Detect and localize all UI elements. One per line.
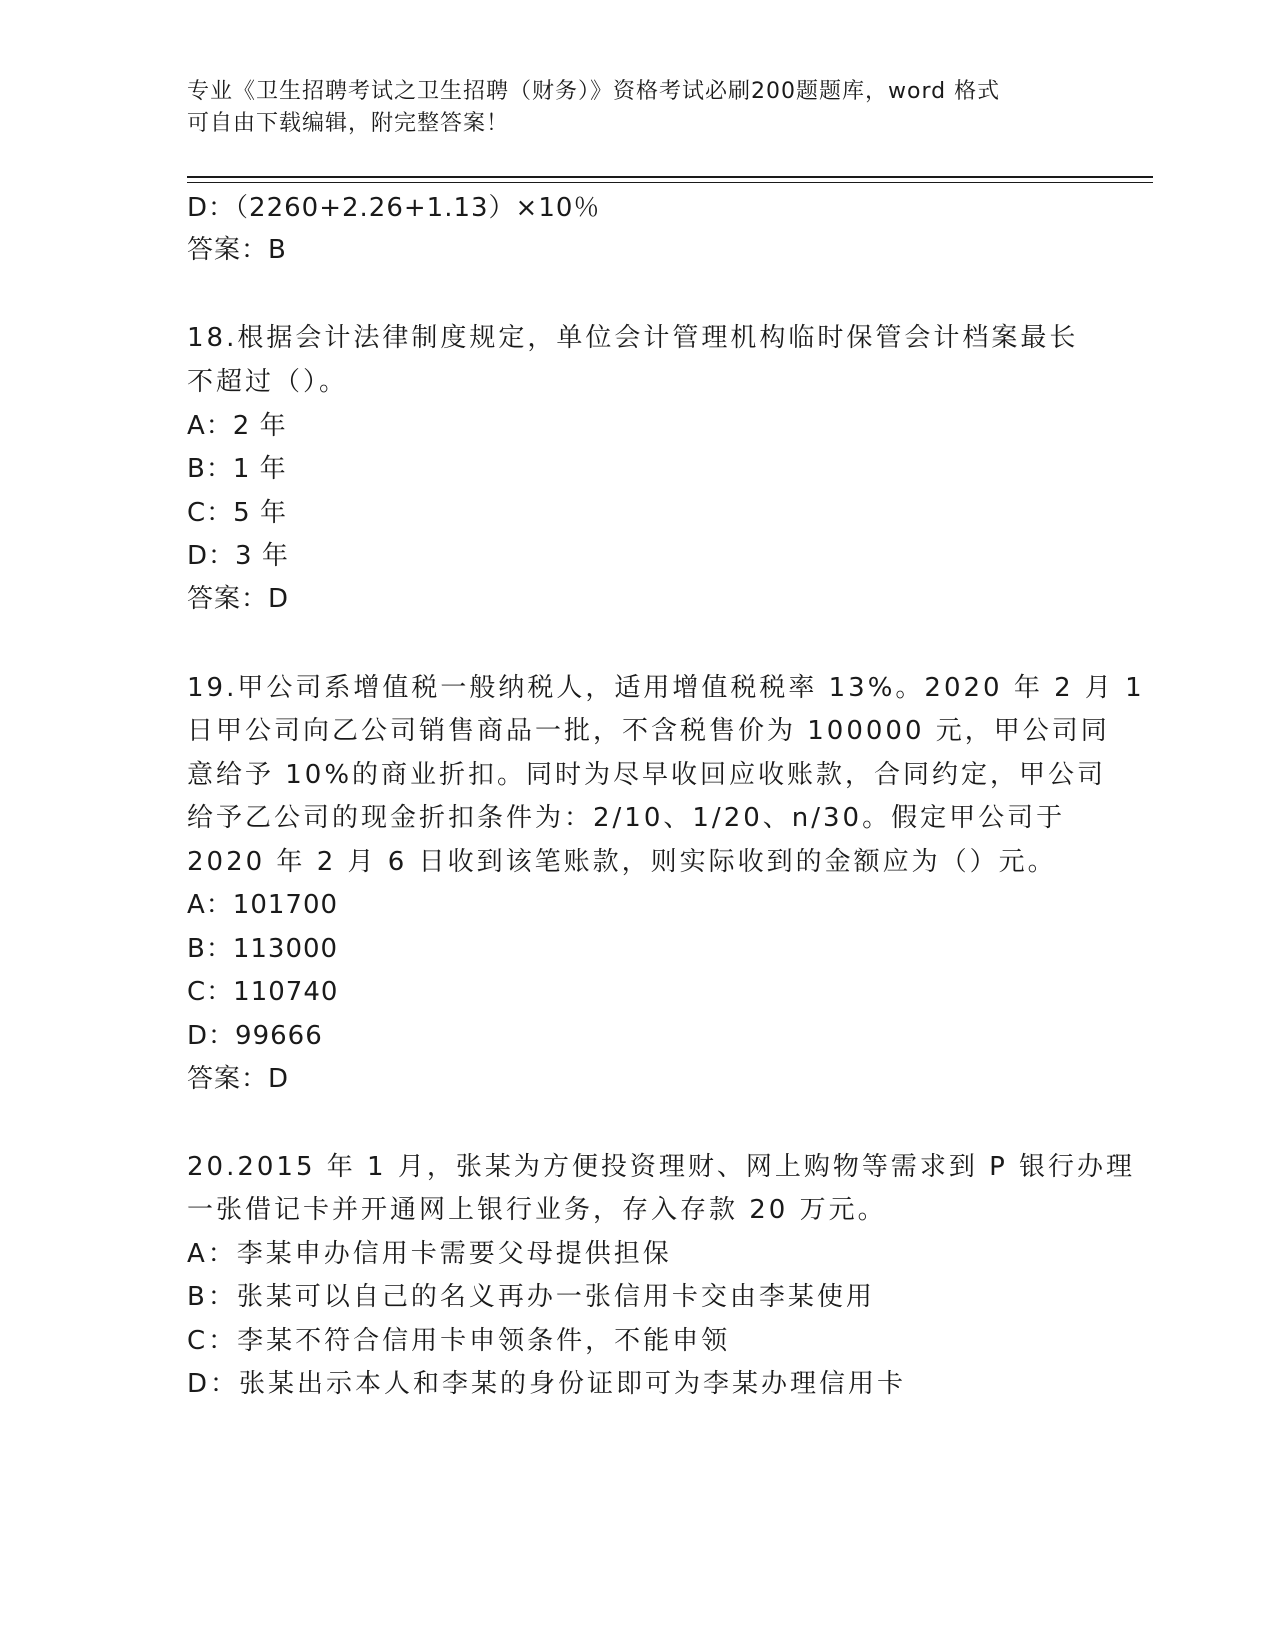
q18-option-b: B：1 年 bbox=[187, 454, 287, 484]
page-header bbox=[187, 76, 1067, 140]
q18-text-line-1: 18.根据会计法律制度规定，单位会计管理机构临时保管会计档案最长 bbox=[187, 323, 1079, 353]
q20-option-a: A：李某申办信用卡需要父母提供担保 bbox=[187, 1239, 672, 1269]
q19-option-d: D：99666 bbox=[187, 1021, 323, 1051]
q17-answer: 答案：B bbox=[187, 235, 287, 265]
q20-option-d: D：张某出示本人和李某的身份证即可为李某办理信用卡 bbox=[187, 1369, 907, 1399]
q19-answer: 答案：D bbox=[187, 1064, 290, 1094]
q17-option-d: D：（2260+2.26+1.13）×10％ bbox=[187, 193, 601, 223]
header-divider-thin bbox=[187, 182, 1153, 183]
q18-answer: 答案：D bbox=[187, 584, 290, 614]
q20-option-b: B：张某可以自己的名义再办一张信用卡交由李某使用 bbox=[187, 1282, 875, 1312]
q18-option-a: A：2 年 bbox=[187, 411, 287, 441]
q19-text-line-1: 19.甲公司系增值税一般纳税人，适用增值税税率 13%。2020 年 2 月 1 bbox=[187, 673, 1145, 703]
q18-option-c: C：5 年 bbox=[187, 498, 287, 528]
q20-text-line-1: 20.2015 年 1 月，张某为方便投资理财、网上购物等需求到 P 银行办理 bbox=[187, 1152, 1136, 1182]
q19-text-line-4: 给予乙公司的现金折扣条件为：2/10、1/20、n/30。假定甲公司于 bbox=[187, 803, 1066, 833]
q19-text-line-5: 2020 年 2 月 6 日收到该笔账款，则实际收到的金额应为（）元。 bbox=[187, 847, 1057, 877]
q19-text-line-3: 意给予 10%的商业折扣。同时为尽早收回应收账款，合同约定，甲公司 bbox=[187, 760, 1107, 790]
q18-option-d: D：3 年 bbox=[187, 541, 289, 571]
header-divider-thick bbox=[187, 176, 1153, 178]
header-line-1: 专业《卫生招聘考试之卫生招聘（财务）》资格考试必刷200题题库，word 格式 bbox=[187, 79, 1001, 104]
q19-option-a: A：101700 bbox=[187, 890, 339, 920]
q18-text-line-2: 不超过（）。 bbox=[187, 367, 349, 397]
q20-text-line-2: 一张借记卡并开通网上银行业务，存入存款 20 万元。 bbox=[187, 1195, 887, 1225]
q19-option-c: C：110740 bbox=[187, 977, 339, 1007]
q19-text-line-2: 日甲公司向乙公司销售商品一批，不含税售价为 100000 元，甲公司同 bbox=[187, 716, 1110, 746]
header-line-2: 可自由下载编辑，附完整答案！ bbox=[187, 111, 510, 136]
q20-option-c: C：李某不符合信用卡申领条件，不能申领 bbox=[187, 1326, 731, 1356]
q19-option-b: B：113000 bbox=[187, 934, 339, 964]
